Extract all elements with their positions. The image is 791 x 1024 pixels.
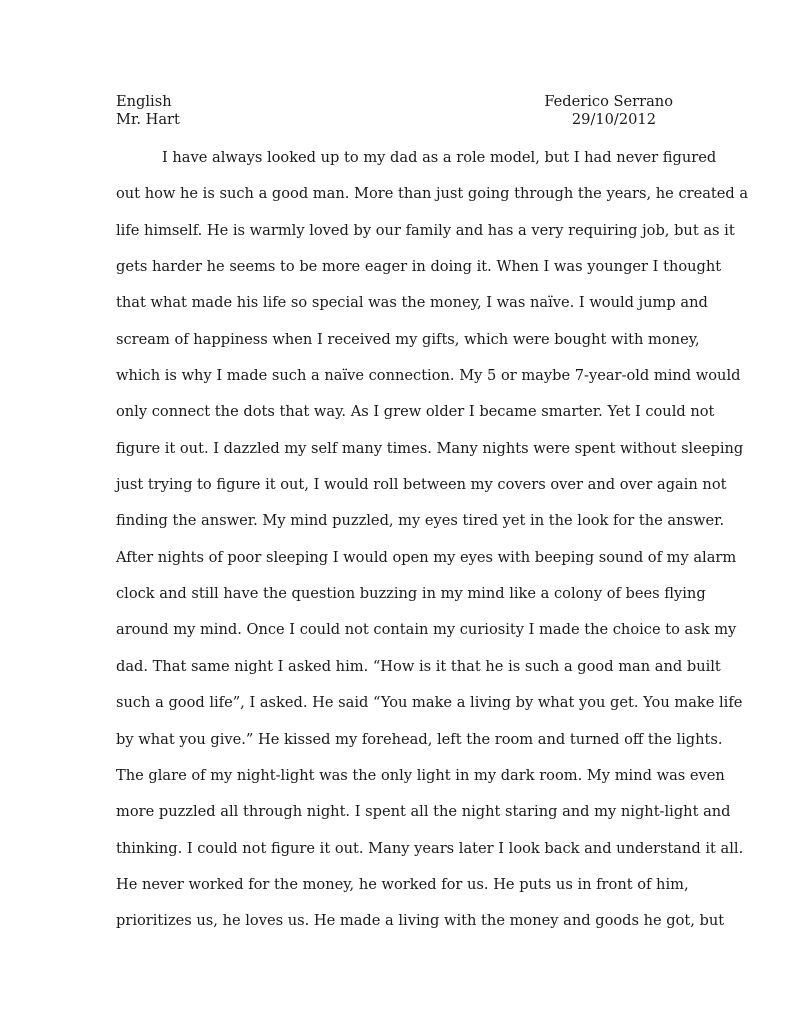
essay-line: clock and still have the question buzzing in my mind like a colony of bees flying — [116, 585, 706, 603]
essay-line: The glare of my night-light was the only light in my dark room. My mind was even — [116, 766, 725, 784]
essay-line: After nights of poor sleeping I would open my eyes with beeping sound of my alarm — [116, 548, 737, 566]
document-header — [116, 93, 673, 129]
essay-line: thinking. I could not figure it out. Many years later I look back and understand it all. — [116, 839, 744, 857]
teacher-name: Mr. Hart — [116, 111, 180, 128]
header-row-2 — [116, 111, 673, 129]
essay-line: He never worked for the money, he worked for us. He puts us in front of him, — [116, 875, 689, 893]
course-name: English — [116, 93, 172, 110]
essay-line: such a good life”, I asked. He said “You make a living by what you get. You make life — [116, 694, 743, 712]
essay-line: more puzzled all through night. I spent all the night staring and my night-light and — [116, 803, 731, 821]
essay-line: dad. That same night I asked him. “How is it that he is such a good man and built — [116, 657, 721, 675]
essay-line: by what you give.” He kissed my forehead, left the room and turned off the lights. — [116, 730, 723, 748]
essay-line: gets harder he seems to be more eager in doing it. When I was younger I thought — [116, 258, 722, 276]
essay-line: figure it out. I dazzled my self many times. Many nights were spent without sleeping — [116, 439, 744, 457]
essay-line: out how he is such a good man. More than just going through the years, he created a — [116, 185, 749, 203]
essay-line: finding the answer. My mind puzzled, my eyes tired yet in the look for the answer. — [116, 512, 725, 530]
essay-line: which is why I made such a naïve connection. My 5 or maybe 7-year-old mind would — [116, 367, 741, 385]
essay-line: around my mind. Once I could not contain my curiosity I made the choice to ask my — [116, 621, 737, 639]
essay-line: prioritizes us, he loves us. He made a living with the money and goods he got, but — [116, 912, 725, 930]
author-name: Federico Serrano — [544, 93, 673, 110]
essay-line: scream of happiness when I received my gifts, which were bought with money, — [116, 330, 700, 348]
essay-line: only connect the dots that way. As I grew older I became smarter. Yet I could not — [116, 403, 715, 421]
essay-line: life himself. He is warmly loved by our family and has a very requiring job, but as it — [116, 221, 735, 239]
essay-line: I have always looked up to my dad as a role model, but I had never figured — [162, 149, 717, 166]
document-date: 29/10/2012 — [571, 111, 656, 128]
header-row-1 — [116, 93, 673, 111]
essay-line: just trying to figure it out, I would roll between my covers over and over again not — [116, 476, 727, 494]
essay-body — [116, 146, 749, 946]
essay-line: that what made his life so special was the money, I was naïve. I would jump and — [116, 294, 708, 312]
